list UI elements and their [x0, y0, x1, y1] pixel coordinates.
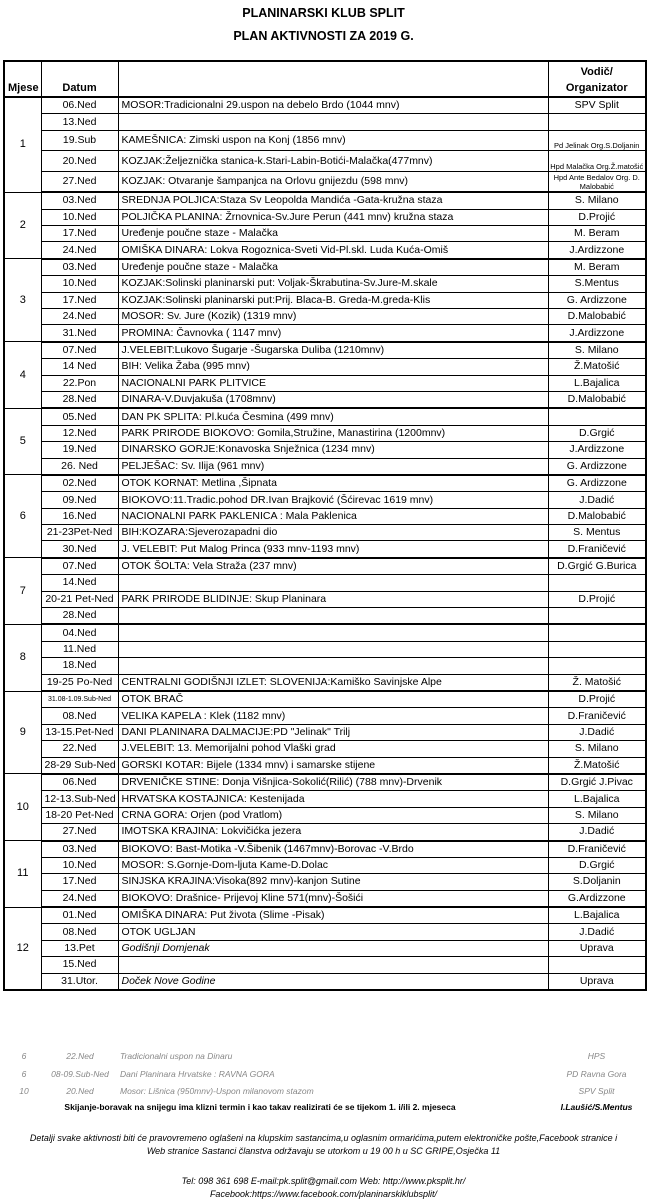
activity-cell: NACIONALNI PARK PLITVICE	[118, 375, 548, 391]
organizer-cell: D.Projić	[548, 209, 646, 225]
table-row	[4, 608, 646, 625]
month-cell: 11	[4, 841, 41, 908]
extra-event-date: 08-09.Sub-Ned	[51, 1068, 109, 1079]
month-cell: 12	[4, 907, 41, 990]
organizer-cell: S. Mentus	[548, 525, 646, 541]
table-row	[4, 525, 646, 541]
activity-cell: KOZJAK:Solinski planinarski put: Voljak-Škrabutina-Sv.Jure-M.skale	[118, 276, 548, 292]
table-header-row	[4, 61, 646, 97]
organizer-cell: J.Ardizzone	[548, 325, 646, 342]
activity-cell: PELJEŠAC: Sv. Ilija (961 mnv)	[118, 458, 548, 475]
date-cell: 22.Pon	[41, 375, 118, 391]
note-signature: I.Laušić/S.Mentus	[560, 1102, 633, 1112]
table-row	[4, 242, 646, 259]
table-row	[4, 359, 646, 375]
organizer-cell: M. Beram	[548, 226, 646, 242]
activity-cell: KOZJAK: Otvaranje šampanjca na Orlovu gnijezdu (598 mnv)	[118, 171, 548, 192]
date-cell: 14 Ned	[41, 359, 118, 375]
activity-cell: Godišnji Domjenak	[118, 940, 548, 956]
organizer-cell: J.Dadić	[548, 492, 646, 508]
table-row	[4, 724, 646, 740]
extra-event-date: 22.Ned	[66, 1051, 94, 1061]
date-cell: 20-21 Pet-Ned	[41, 591, 118, 607]
extra-event-organizer: PD Ravna Gora	[566, 1068, 627, 1079]
table-row	[4, 151, 646, 172]
table-row	[4, 857, 646, 873]
table-row	[4, 907, 646, 924]
extra-event-row	[0, 1048, 647, 1064]
activity-cell: Doček Nove Godine	[118, 973, 548, 990]
month-cell: 8	[4, 624, 41, 691]
month-cell: 3	[4, 259, 41, 342]
date-cell: 20.Ned	[41, 151, 118, 172]
table-row	[4, 541, 646, 558]
table-row	[4, 325, 646, 342]
date-cell: 18-20 Pet-Ned	[41, 807, 118, 823]
table-row	[4, 391, 646, 408]
activity-cell: CRNA GORA: Orjen (pod Vratlom)	[118, 807, 548, 823]
date-cell: 10.Ned	[41, 276, 118, 292]
table-row	[4, 458, 646, 475]
table-row	[4, 791, 646, 807]
extra-event-row	[0, 1083, 647, 1099]
activity-cell: GORSKI KOTAR: Bijele (1334 mnv) i samarske stijene	[118, 757, 548, 774]
organizer-cell	[548, 408, 646, 425]
activity-cell	[118, 624, 548, 641]
table-row	[4, 824, 646, 841]
table-body	[4, 97, 646, 990]
table-row	[4, 890, 646, 907]
footer-facebook-link[interactable]: Facebook:https://www.facebook.com/planinarskiklubsplit/	[209, 1189, 438, 1199]
activity-cell	[118, 641, 548, 657]
organizer-cell: Pd Jelinak Org.S.Doljanin	[548, 130, 646, 151]
header-organizer-line1: Vodič/	[580, 66, 613, 78]
table-row	[4, 741, 646, 757]
table-row	[4, 658, 646, 674]
organizer-cell: J.Ardizzone	[548, 442, 646, 458]
month-cell: 1	[4, 97, 41, 192]
organizer-cell: D.Franičević	[548, 541, 646, 558]
organizer-cell: S. Milano	[548, 192, 646, 209]
organizer-cell: D.Malobabić	[548, 391, 646, 408]
activity-cell: PARK PRIRODE BIOKOVO: Gomila,Stružine, Manastirina (1200mnv)	[118, 425, 548, 441]
table-row	[4, 226, 646, 242]
date-cell: 02.Ned	[41, 475, 118, 492]
table-row	[4, 940, 646, 956]
table-row	[4, 171, 646, 192]
organizer-cell: L.Bajalica	[548, 791, 646, 807]
organizer-cell: Uprava	[548, 973, 646, 990]
table-row	[4, 292, 646, 308]
table-row	[4, 591, 646, 607]
extra-event-organizer: HPS	[587, 1051, 606, 1061]
organizer-cell: G. Ardizzone	[548, 292, 646, 308]
date-cell: 03.Ned	[41, 259, 118, 276]
activity-cell: DRVENIČKE STINE: Donja Višnjica-Sokolić(Rilić) (788 mnv)-Drvenik	[118, 774, 548, 791]
month-cell: 9	[4, 691, 41, 774]
organizer-cell: J.Dadić	[548, 924, 646, 940]
organizer-cell: S. Milano	[548, 342, 646, 359]
extra-event-activity: Tradicionalni uspon na Dinaru	[120, 1051, 233, 1061]
activity-cell: BIOKOVO: Drašnice- Prijevoj Kline 571(mnv)-Šošići	[118, 890, 548, 907]
date-cell: 31.08-1.09.Sub-Ned	[41, 691, 118, 708]
table-row	[4, 708, 646, 724]
activity-cell: J.VELEBIT:Lukovo Šugarje -Šugarska Duliba (1210mnv)	[118, 342, 548, 359]
month-cell: 6	[4, 475, 41, 558]
organizer-cell: S.Mentus	[548, 276, 646, 292]
organizer-cell: J.Dadić	[548, 824, 646, 841]
activity-cell: VELIKA KAPELA : Klek (1182 mnv)	[118, 708, 548, 724]
activity-cell: BIH: Velika Žaba (995 mnv)	[118, 359, 548, 375]
table-row	[4, 841, 646, 858]
date-cell: 17.Ned	[41, 874, 118, 890]
organizer-cell: Ž.Matošić	[548, 757, 646, 774]
extra-event-month: 6	[21, 1068, 27, 1079]
activity-cell: NACIONALNI PARK PAKLENICA : Mala Paklenica	[118, 508, 548, 524]
organizer-cell: G. Ardizzone	[548, 458, 646, 475]
table-row	[4, 425, 646, 441]
table-row	[4, 492, 646, 508]
activity-cell	[118, 114, 548, 130]
organizer-cell: D.Franičević	[548, 841, 646, 858]
organizer-cell: D.Malobabić	[548, 508, 646, 524]
activity-cell: IMOTSKA KRAJINA: Lokvičićka jezera	[118, 824, 548, 841]
activity-cell: OMIŠKA DINARA: Lokva Rogoznica-Sveti Vid-Pl.skl. Luda Kuća-Omiš	[118, 242, 548, 259]
month-cell: 7	[4, 558, 41, 625]
table-row	[4, 973, 646, 990]
date-cell: 19.Sub	[41, 130, 118, 151]
organizer-cell: G. Ardizzone	[548, 475, 646, 492]
table-row	[4, 192, 646, 209]
date-cell: 07.Ned	[41, 342, 118, 359]
activity-cell: DAN PK SPLITA: Pl.kuća Česmina (499 mnv)	[118, 408, 548, 425]
organizer-cell: D.Grgić	[548, 857, 646, 873]
table-row	[4, 259, 646, 276]
extra-event-month: 10	[19, 1086, 29, 1096]
activity-cell: KAMEŠNICA: Zimski uspon na Konj (1856 mnv)	[118, 130, 548, 151]
date-cell: 05.Ned	[41, 408, 118, 425]
organizer-cell	[548, 641, 646, 657]
date-cell: 24.Ned	[41, 890, 118, 907]
activity-cell	[118, 658, 548, 674]
date-cell: 06.Ned	[41, 774, 118, 791]
organizer-cell	[548, 608, 646, 625]
date-cell: 10.Ned	[41, 209, 118, 225]
table-row	[4, 957, 646, 973]
footer-details-line2: Web stranice Sastanci članstva održavaju se utorkom u 19 00 h u SC GRIPE,Osječka 11	[146, 1146, 501, 1156]
organizer-cell: Hpd Malačka Org.Ž.matošić	[548, 151, 646, 172]
table-row	[4, 691, 646, 708]
date-cell: 28.Ned	[41, 391, 118, 408]
table-row	[4, 97, 646, 114]
date-cell: 17.Ned	[41, 226, 118, 242]
activity-cell: CENTRALNI GODIŠNJI IZLET: SLOVENIJA:Kamiško Savinjske Alpe	[118, 674, 548, 691]
date-cell: 19.Ned	[41, 442, 118, 458]
activity-cell: OMIŠKA DINARA: Put života (Slime -Pisak)	[118, 907, 548, 924]
club-title: PLANINARSKI KLUB SPLIT	[242, 6, 405, 20]
activity-cell: OTOK KORNAT: Metlina ,Šipnata	[118, 475, 548, 492]
activity-cell: DINARSKO GORJE:Konavoska Snježnica (1234 mnv)	[118, 442, 548, 458]
activity-cell: SINJSKA KRAJINA:Visoka(892 mnv)-kanjon Sutine	[118, 874, 548, 890]
activity-cell: MOSOR: Sv. Jure (Kozik) (1319 mnv)	[118, 309, 548, 325]
extra-event-activity: Mosor: Lišnica (950mnv)-Uspon milanovom stazom	[120, 1086, 314, 1096]
organizer-cell: S.Doljanin	[548, 874, 646, 890]
date-cell: 19-25 Po-Ned	[41, 674, 118, 691]
organizer-cell: J.Dadić	[548, 724, 646, 740]
date-cell: 13.Ned	[41, 114, 118, 130]
activity-cell: Uređenje poučne staze - Malačka	[118, 259, 548, 276]
header-organizer	[548, 61, 646, 97]
date-cell: 11.Ned	[41, 641, 118, 657]
table-row	[4, 757, 646, 774]
activity-cell: MOSOR: S.Gornje-Dom-ljuta Kame-D.Dolac	[118, 857, 548, 873]
organizer-cell: D.Projić	[548, 591, 646, 607]
date-cell: 09.Ned	[41, 492, 118, 508]
date-cell: 06.Ned	[41, 97, 118, 114]
table-row	[4, 807, 646, 823]
organizer-cell: Hpd Ante Bedalov Org. D. Malobabić	[548, 171, 646, 192]
organizer-cell: D.Projić	[548, 691, 646, 708]
activity-cell: J.VELEBIT: 13. Memorijalni pohod Vlaški grad	[118, 741, 548, 757]
month-cell: 10	[4, 774, 41, 841]
date-cell: 12-13.Sub-Ned	[41, 791, 118, 807]
date-cell: 07.Ned	[41, 558, 118, 575]
organizer-cell	[548, 624, 646, 641]
date-cell: 18.Ned	[41, 658, 118, 674]
organizer-cell: Ž. Matošić	[548, 674, 646, 691]
date-cell: 12.Ned	[41, 425, 118, 441]
organizer-cell	[548, 575, 646, 591]
organizer-cell: L.Bajalica	[548, 375, 646, 391]
date-cell: 30.Ned	[41, 541, 118, 558]
activity-cell: OTOK UGLJAN	[118, 924, 548, 940]
organizer-cell: D.Malobabić	[548, 309, 646, 325]
table-row	[4, 924, 646, 940]
footer-details-line1: Detalji svake aktivnosti biti će pravovremeno oglašeni na klupskim sastancima,u oglasnim ormarićima,putem elektroničke pošte,Facebook stranice i	[29, 1133, 618, 1143]
extra-event-row	[0, 1066, 647, 1082]
organizer-cell: D.Grgić	[548, 425, 646, 441]
organizer-cell: D.Franičević	[548, 708, 646, 724]
date-cell: 17.Ned	[41, 292, 118, 308]
date-cell: 31.Ned	[41, 325, 118, 342]
table-row	[4, 558, 646, 575]
footer-contact[interactable]: Tel: 098 361 698 E-mail:pk.split@gmail.com Web: http://www.pksplit.hr/	[181, 1176, 466, 1186]
date-cell: 13.Pet	[41, 940, 118, 956]
date-cell: 03.Ned	[41, 192, 118, 209]
organizer-cell	[548, 658, 646, 674]
activity-cell	[118, 608, 548, 625]
date-cell: 31.Utor.	[41, 973, 118, 990]
activity-cell: MOSOR:Tradicionalni 29.uspon na debelo Brdo (1044 mnv)	[118, 97, 548, 114]
date-cell: 04.Ned	[41, 624, 118, 641]
date-cell: 15.Ned	[41, 957, 118, 973]
activity-cell: DINARA-V.Duvjakuša (1708mnv)	[118, 391, 548, 408]
activity-cell: OTOK BRAČ	[118, 691, 548, 708]
header-date: Datum	[41, 61, 118, 97]
table-row	[4, 114, 646, 130]
header-month: Mjese	[4, 61, 41, 97]
date-cell: 13-15.Pet-Ned	[41, 724, 118, 740]
plan-subtitle: PLAN AKTIVNOSTI ZA 2019 G.	[233, 29, 414, 43]
table-row	[4, 624, 646, 641]
activity-cell: BIOKOVO: Bast-Motika -V.Šibenik (1467mnv)-Borovac -V.Brdo	[118, 841, 548, 858]
date-cell: 24.Ned	[41, 309, 118, 325]
extra-event-month: 6	[21, 1051, 27, 1061]
table-row	[4, 442, 646, 458]
activity-cell: BIH:KOZARA:Sjeverozapadni dio	[118, 525, 548, 541]
note-text: Skijanje-boravak na snijegu ima klizni termin i kao takav realizirati će se tijekom 1. i/ili 2. mjeseca	[64, 1102, 456, 1112]
organizer-cell: Uprava	[548, 940, 646, 956]
table-row	[4, 575, 646, 591]
date-cell: 08.Ned	[41, 708, 118, 724]
organizer-cell	[548, 957, 646, 973]
organizer-cell: S. Milano	[548, 741, 646, 757]
table-row	[4, 209, 646, 225]
activity-cell	[118, 575, 548, 591]
table-row	[4, 375, 646, 391]
activity-cell: HRVATSKA KOSTAJNICA: Kestenijada	[118, 791, 548, 807]
extra-event-date: 20.Ned	[66, 1086, 94, 1096]
date-cell: 03.Ned	[41, 841, 118, 858]
date-cell: 08.Ned	[41, 924, 118, 940]
date-cell: 27.Ned	[41, 171, 118, 192]
table-row	[4, 276, 646, 292]
date-cell: 26. Ned	[41, 458, 118, 475]
table-row	[4, 342, 646, 359]
date-cell: 28.Ned	[41, 608, 118, 625]
table-row	[4, 130, 646, 151]
date-cell: 28-29 Sub-Ned	[41, 757, 118, 774]
organizer-cell: S. Milano	[548, 807, 646, 823]
month-cell: 4	[4, 342, 41, 409]
date-cell: 22.Ned	[41, 741, 118, 757]
header-organizer-line2: Organizator	[565, 82, 628, 94]
organizer-cell: Ž.Matošić	[548, 359, 646, 375]
organizer-cell	[548, 114, 646, 130]
organizer-cell: M. Beram	[548, 259, 646, 276]
table-row	[4, 774, 646, 791]
date-cell: 10.Ned	[41, 857, 118, 873]
activity-cell: DANI PLANINARA DALMACIJE:PD "Jelinak" Trilj	[118, 724, 548, 740]
organizer-cell: L.Bajalica	[548, 907, 646, 924]
activity-cell: Uređenje poučne staze - Malačka	[118, 226, 548, 242]
organizer-cell: D.Grgić J.Pivac	[548, 774, 646, 791]
extra-event-activity: Dani Planinara Hrvatske : RAVNA GORA	[120, 1068, 275, 1079]
activity-cell: J. VELEBIT: Put Malog Princa (933 mnv-1193 mnv)	[118, 541, 548, 558]
date-cell: 27.Ned	[41, 824, 118, 841]
organizer-cell: D.Grgić G.Burica	[548, 558, 646, 575]
date-cell: 24.Ned	[41, 242, 118, 259]
table-row	[4, 408, 646, 425]
activity-cell: PROMINA: Čavnovka ( 1147 mnv)	[118, 325, 548, 342]
extra-event-organizer: SPV Split	[578, 1086, 615, 1096]
activity-cell: POLJIČKA PLANINA: Žrnovnica-Sv.Jure Perun (441 mnv) kružna staza	[118, 209, 548, 225]
table-row	[4, 874, 646, 890]
month-cell: 5	[4, 408, 41, 475]
date-cell: 14.Ned	[41, 575, 118, 591]
header-activity	[118, 61, 548, 97]
activity-cell: KOZJAK:Željeznička stanica-k.Stari-Labin-Botići-Malačka(477mnv)	[118, 151, 548, 172]
date-cell: 01.Ned	[41, 907, 118, 924]
date-cell: 21-23Pet-Ned	[41, 525, 118, 541]
date-cell: 16.Ned	[41, 508, 118, 524]
table-row	[4, 309, 646, 325]
activity-plan-table	[3, 60, 647, 991]
activity-cell: OTOK ŠOLTA: Vela Straža (237 mnv)	[118, 558, 548, 575]
activity-cell: SREDNJA POLJICA:Staza Sv Leopolda Mandića -Gata-kružna staza	[118, 192, 548, 209]
activity-cell: KOZJAK:Solinski planinarski put:Prij. Blaca-B. Greda-M.greda-Klis	[118, 292, 548, 308]
organizer-cell: J.Ardizzone	[548, 242, 646, 259]
table-row	[4, 475, 646, 492]
organizer-cell: SPV Split	[548, 97, 646, 114]
activity-cell	[118, 957, 548, 973]
activity-cell: BIOKOVO:11.Tradic.pohod DR.Ivan Brajković (Šćirevac 1619 mnv)	[118, 492, 548, 508]
activity-cell: PARK PRIRODE BLIDINJE: Skup Planinara	[118, 591, 548, 607]
month-cell: 2	[4, 192, 41, 259]
organizer-cell: G.Ardizzone	[548, 890, 646, 907]
table-row	[4, 674, 646, 691]
table-row	[4, 508, 646, 524]
skiing-note	[0, 1100, 647, 1114]
table-row	[4, 641, 646, 657]
